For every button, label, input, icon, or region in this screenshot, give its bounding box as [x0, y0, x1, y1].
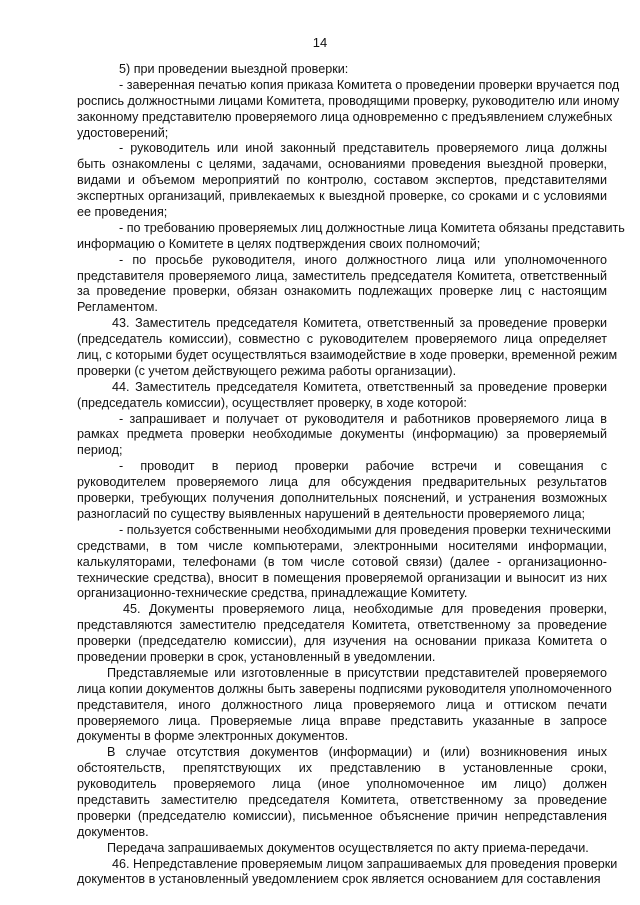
text-line: технические средства), вносит в помещения проверяемой организации и выносит из них [77, 570, 607, 585]
text-line: 43. Заместитель председателя Комитета, ответственный за проведение проверки [112, 316, 607, 331]
text-line: В случае отсутствия документов (информации) и (или) возникновения иных [107, 745, 607, 760]
text-line: разногласий по существу выявленных нарушений в деятельности проверяемого лица; [77, 506, 586, 521]
paragraph-p46 [77, 856, 618, 889]
text-line: представителя проверяемого лица, заместитель председателя Комитета, ответственный [77, 268, 607, 283]
text-line: 46. Непредставление проверяемым лицом запрашиваемых для проведения проверки [112, 856, 618, 871]
text-line: 45. Документы проверяемого лица, необходимые для проведения проверки, [123, 602, 607, 617]
text-line: документы в форме электронных документов. [77, 729, 349, 744]
page-number: 14 [312, 35, 328, 50]
text-line: представляются заместителю председателя Комитета, ответственному за проведение [77, 618, 607, 633]
text-line: документов в установленный уведомлением срок является основанием для составления [77, 872, 601, 887]
text-line: 5) при проведении выездной проверки: [119, 62, 349, 76]
paragraph-p5-title [77, 62, 607, 78]
text-line: информацию о Комитете в целях подтверждения своих полномочий; [77, 236, 481, 251]
text-line: Передача запрашиваемых документов осуществляется по акту приема-передачи. [107, 840, 589, 855]
text-line: проверки (председателю комиссии), для изучения на основании приказа Комитета о [77, 634, 607, 649]
text-line: - пользуется собственными необходимыми для проведения проверки техническими [119, 522, 611, 537]
text-line: удостоверений; [77, 125, 169, 140]
text-line: лица копии документов должны быть заверены подписями руководителя уполномоченного [77, 681, 612, 696]
paragraph-p44-a [77, 412, 607, 460]
text-line: - руководитель или иной законный представитель проверяемого лица должны [119, 141, 607, 156]
text-line: законному представителю проверяемого лица одновременно с предъявлением служебных [77, 109, 613, 124]
text-line: организационно-технические средства, принадлежащие Комитету. [77, 586, 468, 601]
text-line: проверки, требующих получения дополнительных пояснений, и устранения возможных [77, 491, 607, 506]
text-line: роспись должностными лицами Комитета, проводящими проверку, руководителю или иному [77, 93, 620, 108]
text-line: ее проведения; [77, 205, 168, 220]
text-line: руководителем проверяемого лица для обсуждения предварительных результатов [77, 475, 607, 490]
text-line: - по требованию проверяемых лиц должностные лица Комитета обязаны представить [119, 220, 625, 235]
text-line: экспертных организаций, привлекаемых к выездной проверке, со сроками и с условиями [77, 189, 607, 204]
paragraph-p5-a [77, 77, 620, 142]
text-line: за проведение проверки, обязан ознакомить подлежащих проверке лиц с настоящим [77, 284, 607, 299]
text-line: лиц, с которыми будет осуществляться взаимодействие в ходе проверки, временной режим [77, 348, 618, 363]
paragraph-p5-d [77, 253, 607, 317]
paragraph-p44-c [77, 522, 611, 602]
paragraph-p5-b [77, 141, 607, 220]
paragraph-p43 [77, 316, 618, 380]
text-line: представителя, иного должностного лица проверяемого лица и оттиском печати [77, 697, 607, 712]
text-line: Регламентом. [77, 300, 158, 315]
paragraph-p5-c [77, 220, 625, 253]
text-line: (председатель комиссии), осуществляет проверку, в ходе которой: [77, 395, 467, 410]
text-line: проверки (председателю комиссии), письменное объяснение причин непредставления [77, 808, 607, 823]
text-line: представить заместителю председателя Комитета, ответственному за проведение [77, 792, 607, 807]
paragraph-p44 [77, 380, 607, 412]
text-line: калькуляторами, телефонами (в том числе сотовой связи) (далее - организационно- [77, 554, 607, 569]
paragraph-p44-b [77, 459, 607, 523]
text-line: видами и объемом мероприятий по контролю, составом экспертов, представителями [77, 173, 607, 188]
text-line: (председатель комиссии), совместно с руководителем проверяемого лица определяет [77, 332, 607, 347]
text-line: проверки (с учетом действующего режима работы организации). [77, 363, 457, 378]
text-line: - по просьбе руководителя, иного должностного лица или уполномоченного [119, 252, 607, 267]
paragraph-p45-d [77, 841, 607, 857]
text-line: руководитель проверяемого лица (иное уполномоченное им лицо) должен [77, 777, 607, 792]
text-line: 44. Заместитель председателя Комитета, ответственный за проведение проверки [112, 379, 607, 394]
text-line: - проводит в период проверки рабочие встречи и совещания с [119, 459, 607, 474]
text-line: средствами, в том числе компьютерами, электронными носителями информации, [77, 538, 607, 553]
document-body [77, 62, 625, 888]
text-line: - заверенная печатью копия приказа Комитета о проведении проверки вручается под [119, 77, 620, 92]
text-line: - запрашивает и получает от руководителя и работников проверяемого лица в [119, 411, 607, 426]
text-line: быть ознакомлены с целями, задачами, основаниями проведения выездной проверки, [77, 157, 607, 172]
text-line: проведении проверки в срок, установленный в уведомлении. [77, 649, 436, 664]
text-line: проверяемого лица. Проверяемые лица вправе представить указанные в запросе [77, 713, 607, 728]
paragraph-p45-c [77, 745, 607, 840]
text-line: Представляемые или изготовленные в присутствии представителей проверяемого [107, 665, 607, 680]
paragraph-p45 [77, 602, 607, 666]
paragraph-p45-b [77, 665, 612, 745]
text-line: документов. [77, 824, 149, 839]
text-line: период; [77, 443, 123, 458]
text-line: обстоятельств, препятствующих их представлению в установленные сроки, [77, 761, 607, 776]
text-line: рамках предмета проверки необходимые документы (информацию) за проверяемый [77, 427, 607, 442]
